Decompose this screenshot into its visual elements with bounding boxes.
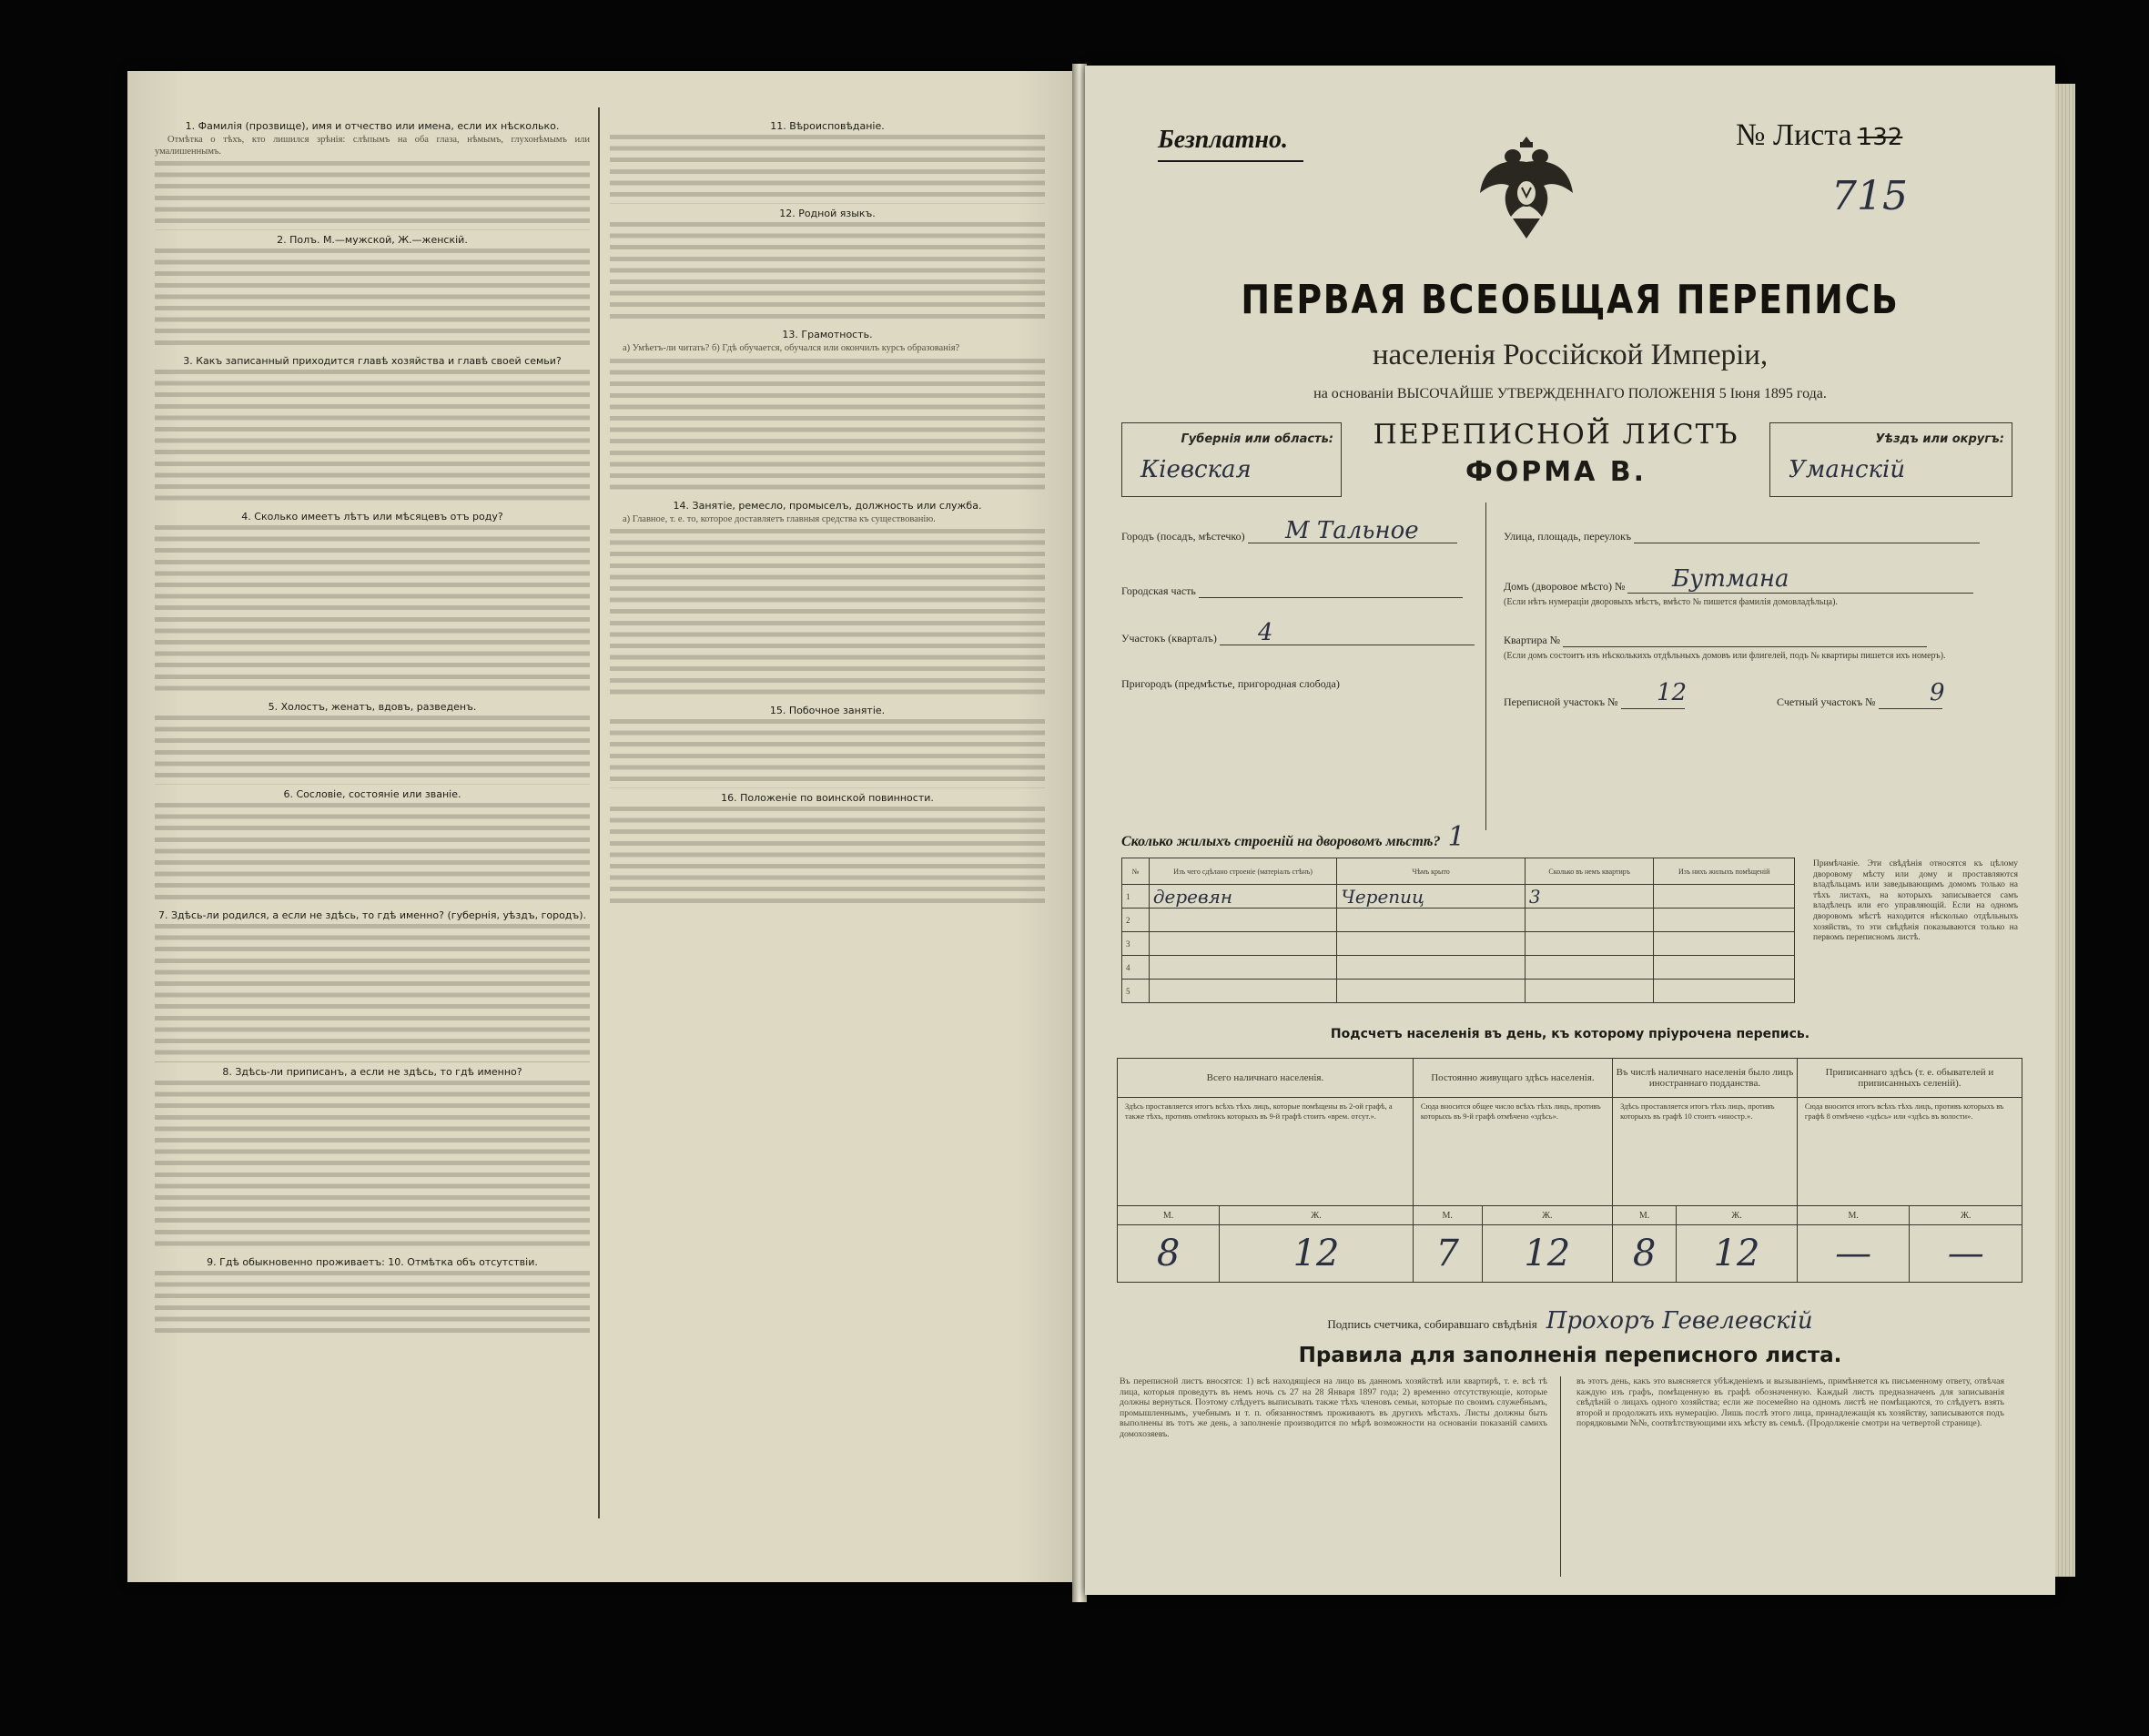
instruction-left-text: Отмѣтка о тѣхъ, кто лишился зрѣнія: слѣпымъ на оба глаза, нѣмымъ, глухонѣмымъ или умалишеннымъ. bbox=[155, 135, 590, 157]
count-value: 12 bbox=[1482, 1225, 1612, 1283]
street-label: Улица, площадь, переулокъ bbox=[1504, 530, 1632, 543]
table-cell: 2 bbox=[1122, 909, 1150, 932]
table-cell bbox=[1654, 956, 1795, 980]
instruction-right-heading: 11. Вѣроисповѣданіе. bbox=[770, 120, 885, 132]
count-col-permanent: Постоянно живущаго здѣсь населенія. bbox=[1413, 1059, 1612, 1098]
table-cell bbox=[1654, 980, 1795, 1003]
sex-label-m: М. bbox=[1797, 1206, 1910, 1225]
column-divider bbox=[598, 107, 600, 1518]
instructions-column-left bbox=[155, 117, 590, 1518]
district-field bbox=[1121, 619, 1475, 646]
table-cell bbox=[1654, 885, 1795, 909]
printed-text-block bbox=[155, 924, 590, 1061]
table-row bbox=[1122, 909, 1795, 932]
suburb-label: Пригородъ (предмѣстье, пригородная слобода) bbox=[1121, 677, 1340, 690]
table-row bbox=[1122, 932, 1795, 956]
guberniya-value: Кіевская bbox=[1140, 456, 1252, 483]
count-col-registered: Приписаннаго здѣсь (т. е. обывателей и приписанныхъ селеній). bbox=[1797, 1059, 2022, 1098]
legal-basis: на основаніи ВЫСОЧАЙШЕ УТВЕРЖДЕННАГО ПОЛОЖЕНІЯ 5 Іюня 1895 года. bbox=[1313, 386, 1827, 401]
instruction-right-heading: 15. Побочное занятіе. bbox=[769, 705, 886, 717]
table-row bbox=[1122, 956, 1795, 980]
count-value: — bbox=[1797, 1225, 1910, 1283]
buildings-col-no: № bbox=[1122, 858, 1150, 885]
left-page bbox=[127, 71, 1074, 1582]
buildings-table bbox=[1121, 858, 1795, 1003]
count-value: 12 bbox=[1677, 1225, 1798, 1283]
count-district-field bbox=[1777, 679, 1945, 709]
buildings-question-text: Сколько жилыхъ строеній на дворовомъ мѣстѣ? bbox=[1121, 834, 1441, 849]
right-page bbox=[1085, 66, 2055, 1595]
house-label: Домъ (дворовое мѣсто) № bbox=[1504, 580, 1626, 593]
count-desc-present: Здѣсь проставляется итогъ всѣхъ тѣхъ лицъ, которые помѣщены въ 2-ой графѣ, а также тѣхъ, противъ отмѣтокъ которыхъ въ 9-й графѣ стоитъ «врем. отсут.». bbox=[1118, 1098, 1414, 1206]
table-cell: 4 bbox=[1122, 956, 1150, 980]
district-value: 4 bbox=[1258, 619, 1273, 646]
count-table-header bbox=[1118, 1059, 2022, 1098]
instruction-left-heading: 3. Какъ записанный приходится главѣ хозяйства и главѣ своей семьи? bbox=[183, 355, 562, 368]
buildings-col-material: Изъ чего сдѣлано строеніе (матеріалъ стѣнъ) bbox=[1149, 858, 1337, 885]
instruction-right-text: а) Умѣетъ-ли читать? б) Гдѣ обучается, обучался или окончилъ курсъ образованія? bbox=[623, 342, 960, 353]
printed-text-block bbox=[610, 135, 1045, 204]
suburb-field bbox=[1121, 677, 1340, 691]
table-cell: 3 bbox=[1122, 932, 1150, 956]
table-row bbox=[1122, 885, 1795, 909]
table-cell bbox=[1525, 956, 1654, 980]
instruction-left-heading: 4. Сколько имеетъ лѣтъ или мѣсяцевъ отъ роду? bbox=[241, 511, 503, 523]
instruction-left-heading: 7. Здѣсь-ли родился, а если не здѣсь, то гдѣ именно? (губернія, уѣздъ, городъ). bbox=[158, 909, 586, 922]
sheet-number-label: № Листа bbox=[1736, 118, 1852, 152]
apartment-note: (Если домъ состоитъ изъ нѣсколькихъ отдѣльныхъ домовъ или флигелей, подъ № квартиры пишется ихъ номеръ). bbox=[1504, 651, 1946, 661]
count-district-value: 9 bbox=[1930, 679, 1945, 706]
table-row bbox=[1122, 980, 1795, 1003]
count-value: 8 bbox=[1118, 1225, 1220, 1283]
census-district-field bbox=[1504, 679, 1688, 709]
population-count-table bbox=[1117, 1058, 2022, 1283]
table-cell bbox=[1149, 909, 1337, 932]
printed-text-block bbox=[155, 161, 590, 230]
census-subtitle: населенія Россійской Имперіи, bbox=[1372, 339, 1769, 371]
table-cell: 1 bbox=[1122, 885, 1150, 909]
count-desc-foreign: Здѣсь проставляется итогъ тѣхъ лицъ, противъ которыхъ въ графѣ 10 стоитъ «иностр.». bbox=[1613, 1098, 1798, 1206]
rules-text-left: Въ переписной листъ вносятся: 1) всѣ находящіеся на лицо въ данномъ хозяйствѣ или квартирѣ, т. е. всѣ тѣ лица, которыя проведутъ въ немъ ночь съ 27 на 28 Января 1897 года; 2) временно отсутствующіе, которые должны вернуться. Поэтому слѣдуетъ выписывать также тѣхъ членовъ семьи, которые по своимъ служебнымъ, промышленнымъ, учебнымъ и т. п. обязанностямъ проживаютъ въ другихъ мѣстахъ. Листы должны быть выполнены въ тотъ же день, а заполненіе производится по мѣрѣ возможности на основаніи показаній самихъ домохозяевъ. bbox=[1120, 1376, 1547, 1439]
sex-label-m: М. bbox=[1413, 1206, 1482, 1225]
instruction-right-heading: 14. Занятіе, ремесло, промыселъ, должность или служба. bbox=[673, 499, 982, 512]
sheet-number-struck: 132 bbox=[1857, 124, 1903, 151]
table-cell bbox=[1149, 932, 1337, 956]
printed-text-block bbox=[610, 529, 1045, 701]
count-district-label: Счетный участокъ № bbox=[1777, 695, 1876, 708]
double-headed-eagle-icon bbox=[1476, 129, 1576, 242]
count-col-foreign: Въ числѣ наличнаго населенія было лицъ иностраннаго подданства. bbox=[1613, 1059, 1798, 1098]
printed-text-block bbox=[155, 716, 590, 785]
table-cell bbox=[1337, 980, 1526, 1003]
house-note: (Если нѣтъ нумераціи дворовыхъ мѣстъ, вмѣсто № пишется фамилія домовладѣльца). bbox=[1504, 597, 1838, 607]
instruction-left-heading: 8. Здѣсь-ли приписанъ, а если не здѣсь, то гдѣ именно? bbox=[222, 1065, 522, 1078]
count-table-descriptions bbox=[1118, 1098, 2022, 1206]
city-part-field bbox=[1121, 584, 1463, 598]
count-desc-permanent: Сюда вносится общее число всѣхъ тѣхъ лицъ, противъ которыхъ въ 9-й графѣ отмѣчено «здѣсь». bbox=[1413, 1098, 1612, 1206]
count-value: 7 bbox=[1413, 1225, 1482, 1283]
instruction-left-heading: 5. Холостъ, женатъ, вдовъ, разведенъ. bbox=[268, 701, 477, 714]
buildings-note: Примѣчаніе. Эти свѣдѣнія относятся къ цѣлому дворовому мѣсту или дому и проставляются владѣльцамъ или заведывающимъ домомъ только на тѣхъ листахъ, на которыхъ записывается самъ владѣлецъ или его управляющій. Если на одномъ дворовомъ мѣстѣ находится нѣсколько отдѣльныхъ хозяйствъ, то эти свѣдѣнія показываются только на первомъ переписномъ листѣ. bbox=[1813, 859, 2018, 943]
table-cell bbox=[1654, 932, 1795, 956]
table-cell: деревян bbox=[1149, 885, 1337, 909]
enumerator-signature bbox=[1085, 1307, 2055, 1335]
sex-label-f: Ж. bbox=[1677, 1206, 1798, 1225]
district-label: Участокъ (кварталъ) bbox=[1121, 632, 1217, 645]
form-title-line1: ПЕРЕПИСНОЙ ЛИСТЪ bbox=[1373, 419, 1739, 451]
count-table-values bbox=[1118, 1225, 2022, 1283]
table-cell bbox=[1337, 956, 1526, 980]
census-title: ПЕРВАЯ ВСЕОБЩАЯ ПЕРЕПИСЬ bbox=[1241, 277, 1900, 323]
printed-text-block bbox=[155, 249, 590, 351]
table-cell: Черепиц bbox=[1337, 885, 1526, 909]
count-value: — bbox=[1910, 1225, 2022, 1283]
printed-text-block bbox=[155, 1271, 590, 1340]
uezd-label: Уѣздъ или округъ: bbox=[1875, 432, 2004, 446]
guberniya-box bbox=[1121, 422, 1342, 497]
page-edges bbox=[2055, 84, 2075, 1577]
instruction-left-heading: 9. Гдѣ обыкновенно проживаетъ: 10. Отмѣтка объ отсутствіи. bbox=[207, 1255, 538, 1268]
buildings-col-living: Изъ нихъ жилыхъ помѣщеній bbox=[1654, 858, 1795, 885]
rules-text-right: въ этотъ день, какъ это выясняется убѣжденіемъ и вызываніемъ, примѣняется къ письменному ответу, отвѣчая каждую изъ графъ, помѣщенную въ графѣ обозначенную. Каждый листъ предназначенъ для записыванія свѣдѣній о лицахъ одного хозяйства; если же посемейно на одномъ листѣ не помѣщаются, то слѣдуетъ взять второй и продолжать ихъ нумерацію. Лишь послѣ этого лица, принадлежащія къ хозяйству, записываются подъ порядковыми №№, соотвѣтствующими ихъ мѣсту въ семьѣ. (Продолженіе смотри на четвертой странице). bbox=[1576, 1376, 2004, 1429]
table-cell bbox=[1149, 956, 1337, 980]
table-cell bbox=[1525, 909, 1654, 932]
printed-text-block bbox=[610, 222, 1045, 325]
instruction-right-heading: 13. Грамотность. bbox=[782, 328, 873, 340]
printed-text-block bbox=[155, 525, 590, 697]
count-table-sex-row bbox=[1118, 1206, 2022, 1225]
table-cell: 5 bbox=[1122, 980, 1150, 1003]
form-title bbox=[1344, 419, 1768, 488]
buildings-answer: 1 bbox=[1447, 821, 1465, 853]
printed-text-block bbox=[155, 1081, 590, 1253]
table-cell bbox=[1525, 980, 1654, 1003]
buildings-col-roof: Чѣмъ крыто bbox=[1337, 858, 1526, 885]
table-cell: 3 bbox=[1525, 885, 1654, 909]
count-col-present: Всего наличнаго населенія. bbox=[1118, 1059, 1414, 1098]
instruction-right-heading: 16. Положеніе по воинской повинности. bbox=[721, 791, 934, 804]
printed-text-block bbox=[610, 359, 1045, 496]
count-desc-registered: Сюда вносится итогъ всѣхъ тѣхъ лицъ, противъ которыхъ въ графѣ 8 отмѣчено «здѣсь» или «здѣсь въ волости». bbox=[1797, 1098, 2022, 1206]
instructions-column-right bbox=[610, 117, 1045, 1518]
count-title: Подсчетъ населенія въ день, къ которому пріурочена перепись. bbox=[1330, 1027, 1810, 1041]
uezd-value: Уманскій bbox=[1789, 456, 1906, 483]
printed-text-block bbox=[610, 807, 1045, 909]
census-district-value: 12 bbox=[1657, 679, 1688, 706]
printed-text-block bbox=[155, 370, 590, 507]
sex-label-f: Ж. bbox=[1482, 1206, 1612, 1225]
uezd-box bbox=[1769, 422, 2012, 497]
city-part-label: Городская часть bbox=[1121, 584, 1196, 597]
instruction-right-heading: 12. Родной языкъ. bbox=[779, 207, 876, 219]
sheet-number bbox=[1736, 118, 1902, 153]
guberniya-label: Губернія или область: bbox=[1181, 432, 1333, 446]
sex-label-f: Ж. bbox=[1910, 1206, 2022, 1225]
city-field bbox=[1121, 517, 1457, 544]
house-field bbox=[1504, 565, 1973, 594]
street-field bbox=[1504, 530, 1980, 543]
rules-divider bbox=[1560, 1376, 1561, 1577]
address-divider bbox=[1485, 503, 1486, 830]
buildings-question bbox=[1121, 821, 1465, 853]
sex-label-m: М. bbox=[1118, 1206, 1220, 1225]
rules-title: Правила для заполненія переписного листа. bbox=[1298, 1344, 1842, 1367]
form-title-line2: ФОРМА В. bbox=[1465, 456, 1647, 488]
signature-value: Прохоръ Гевелевскій bbox=[1546, 1307, 1813, 1335]
printed-text-block bbox=[610, 719, 1045, 788]
sex-label-f: Ж. bbox=[1220, 1206, 1414, 1225]
buildings-col-apartments: Сколько въ немъ квартиръ bbox=[1525, 858, 1654, 885]
city-label: Городъ (посадъ, мѣстечко) bbox=[1121, 530, 1245, 543]
sheet-number-handwritten: 715 bbox=[1831, 173, 1908, 219]
table-cell bbox=[1149, 980, 1337, 1003]
free-label-underline bbox=[1158, 160, 1303, 162]
table-cell bbox=[1654, 909, 1795, 932]
sex-label-m: М. bbox=[1613, 1206, 1677, 1225]
table-cell bbox=[1525, 932, 1654, 956]
house-value: Бутмана bbox=[1672, 565, 1789, 593]
instruction-left-heading: 6. Сословіе, состояніе или званіе. bbox=[283, 787, 461, 800]
apartment-label: Квартира № bbox=[1504, 634, 1561, 646]
table-cell bbox=[1337, 932, 1526, 956]
printed-text-block bbox=[155, 803, 590, 906]
signature-label: Подпись счетчика, собиравшаго свѣдѣнія bbox=[1327, 1317, 1537, 1331]
census-district-label: Переписной участокъ № bbox=[1504, 695, 1618, 708]
count-value: 8 bbox=[1613, 1225, 1677, 1283]
count-value: 12 bbox=[1220, 1225, 1414, 1283]
buildings-table-header bbox=[1122, 858, 1795, 885]
instruction-left-heading: 2. Полъ. М.—мужской, Ж.—женскій. bbox=[277, 233, 468, 246]
table-cell bbox=[1337, 909, 1526, 932]
instruction-right-text: а) Главное, т. е. то, которое доставляетъ главныя средства къ существованію. bbox=[623, 513, 936, 524]
city-value: М Тальное bbox=[1285, 517, 1419, 544]
free-label: Безплатно. bbox=[1158, 126, 1289, 154]
apartment-field bbox=[1504, 634, 1927, 647]
instruction-left-heading: 1. Фамилія (прозвище), имя и отчество или имена, если их нѣсколько. bbox=[185, 120, 560, 132]
